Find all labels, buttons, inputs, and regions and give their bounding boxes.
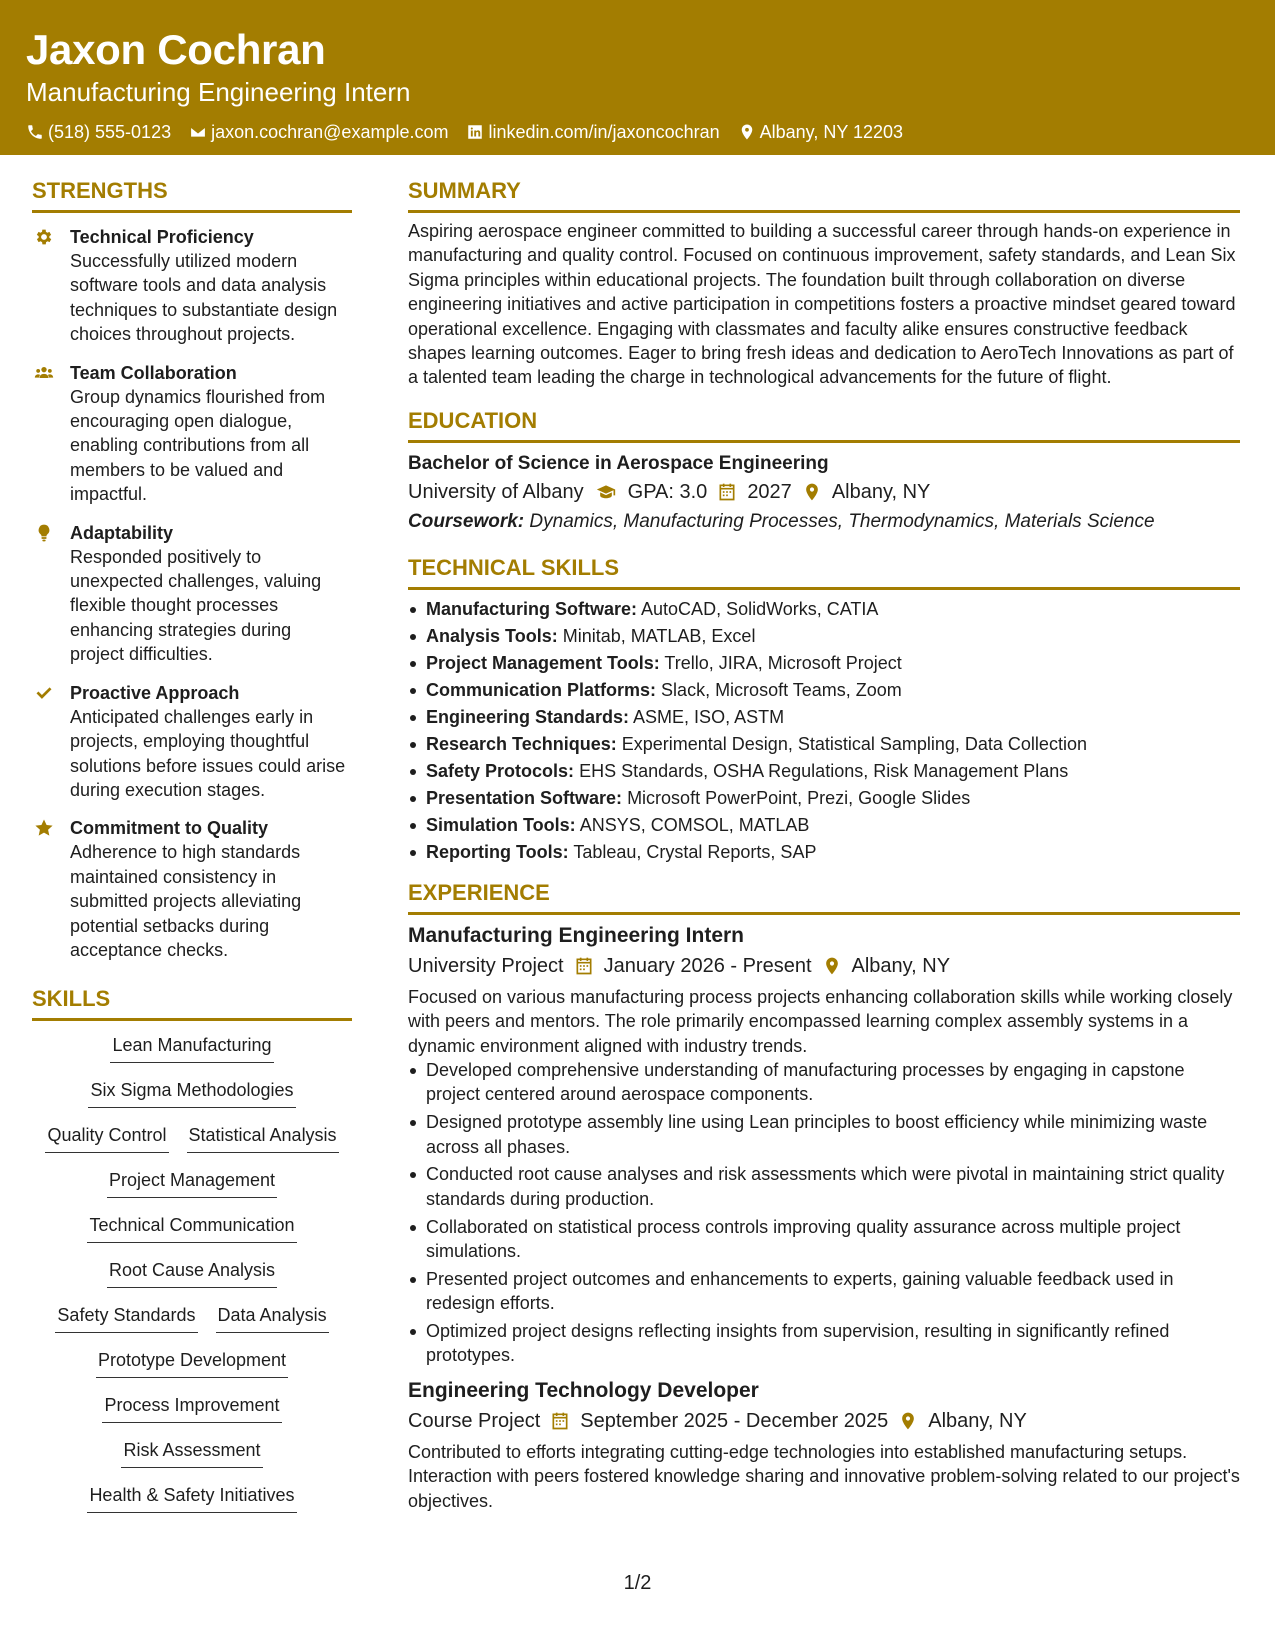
skill-tag: Prototype Development <box>96 1348 288 1378</box>
education-meta <box>408 477 1240 507</box>
tech-skill-label: Communication Platforms: <box>426 679 657 700</box>
contact-phone[interactable] <box>26 120 171 144</box>
page-number: 1/2 <box>623 1572 652 1594</box>
job-dates: January 2026 - Present <box>603 954 812 977</box>
list-item: Developed comprehensive understanding of manufacturing processes by engaging in capstone project centered around aerospace components. <box>408 1058 1240 1107</box>
job-meta <box>408 951 1240 981</box>
job-dates: September 2025 - December 2025 <box>580 1409 889 1432</box>
list-item <box>408 786 1240 810</box>
job-location: Albany, NY <box>851 954 951 977</box>
strength-title: Commitment to Quality <box>70 818 269 839</box>
skill-tag: Project Management <box>107 1168 277 1198</box>
job-bullets <box>408 1058 1240 1368</box>
summary-text: Aspiring aerospace engineer committed to building a successful career through hands-on experience in manufacturing and quality control. Focused on continuous improvement, safety standards, and Lean Six Sigma principles within educational projects. The foundation built through collaboration on diverse engineering initiatives and active participation in competitions fosters a proactive mindset geared toward operational excellence. Engaging with classmates and faculty alike ensures constructive feedback shapes learning outcomes. Eager to bring fresh ideas and dedication to AeroTech Innovations as part of a talented team leading the charge in technological advancements for the future of flight. <box>408 221 1236 388</box>
job-title: Engineering Technology Developer <box>408 1378 759 1402</box>
tech-skill-label: Manufacturing Software: <box>426 598 638 619</box>
contact-phone-text: (518) 555-0123 <box>48 122 172 142</box>
tech-skill-label: Research Techniques: <box>426 733 617 754</box>
strength-item <box>32 225 352 347</box>
map-pin-icon <box>738 123 756 141</box>
education-location: Albany, NY <box>831 480 931 503</box>
strengths-list <box>32 225 352 962</box>
strength-item <box>32 361 352 507</box>
envelope-icon <box>189 123 207 141</box>
list-item <box>408 678 1240 702</box>
list-item <box>408 624 1240 648</box>
tech-skill-value: ANSYS, COMSOL, MATLAB <box>579 814 810 835</box>
calendar-icon <box>717 482 737 502</box>
tech-skill-value: Tableau, Crystal Reports, SAP <box>573 841 817 862</box>
degree: Bachelor of Science in Aerospace Engineering <box>408 452 829 474</box>
skill-tag: Quality Control <box>45 1123 168 1153</box>
tech-skill-value: Slack, Microsoft Teams, Zoom <box>661 679 902 700</box>
skill-tag: Process Improvement <box>102 1393 281 1423</box>
left-column <box>32 176 352 1528</box>
list-item: Designed prototype assembly line using Lean principles to boost efficiency while minimizing waste across all phases. <box>408 1110 1240 1159</box>
technical-skills-heading: TECHNICAL SKILLS <box>408 553 1240 590</box>
tech-skill-value: Trello, JIRA, Microsoft Project <box>664 652 902 673</box>
education-heading: EDUCATION <box>408 406 1240 443</box>
list-item <box>408 651 1240 675</box>
tech-skill-label: Simulation Tools: <box>426 814 576 835</box>
skill-tag: Root Cause Analysis <box>107 1258 277 1288</box>
strength-title: Adaptability <box>70 522 174 543</box>
list-item: Collaborated on statistical process controls improving quality assurance across multiple project simulations. <box>408 1215 1240 1264</box>
star-icon <box>34 818 54 838</box>
skills-section <box>32 984 352 1528</box>
tech-skill-label: Analysis Tools: <box>426 625 558 646</box>
right-column <box>408 176 1240 1513</box>
list-item <box>408 813 1240 837</box>
lightbulb-icon <box>34 523 54 543</box>
users-icon <box>34 363 54 383</box>
candidate-name: Jaxon Cochran <box>26 26 326 73</box>
contact-email-text: jaxon.cochran@example.com <box>211 122 449 142</box>
map-pin-icon <box>802 482 822 502</box>
calendar-icon <box>550 1411 570 1431</box>
list-item <box>408 597 1240 621</box>
tech-skill-value: Microsoft PowerPoint, Prezi, Google Slides <box>627 787 971 808</box>
skill-tag: Six Sigma Methodologies <box>88 1078 295 1108</box>
coursework-label: Coursework: <box>408 510 525 532</box>
experience-heading: EXPERIENCE <box>408 878 1240 915</box>
tech-skill-value: ASME, ISO, ASTM <box>633 706 785 727</box>
technical-skills-list <box>408 597 1240 864</box>
strength-desc: Responded positively to unexpected challenges, valuing flexible thought processes enhancing strategies during project difficulties. <box>70 546 322 665</box>
contact-email[interactable] <box>189 120 448 144</box>
strength-desc: Adherence to high standards maintained consistency in submitted projects alleviating potential setbacks during acceptance checks. <box>70 842 302 960</box>
summary-heading: SUMMARY <box>408 176 1240 213</box>
contact-linkedin-text: linkedin.com/in/jaxoncochran <box>488 122 720 142</box>
resume-header <box>0 0 1275 155</box>
coursework-list: Dynamics, Manufacturing Processes, Thermodynamics, Materials Science <box>529 510 1155 532</box>
list-item: Optimized project designs reflecting insights from supervision, resulting in significantly refined prototypes. <box>408 1319 1240 1368</box>
skill-tag: Risk Assessment <box>121 1438 262 1468</box>
tech-skill-value: EHS Standards, OSHA Regulations, Risk Management Plans <box>579 760 1069 781</box>
contact-location-text: Albany, NY 12203 <box>759 122 904 142</box>
tech-skill-value: Experimental Design, Statistical Sampling, Data Collection <box>621 733 1087 754</box>
list-item <box>408 759 1240 783</box>
contact-bar <box>26 120 1249 144</box>
coursework <box>408 507 1240 537</box>
strength-title: Proactive Approach <box>70 682 240 703</box>
strength-item <box>32 521 352 667</box>
job-description: Contributed to efforts integrating cutting-edge technologies into established manufacturing setups. Interaction with peers fostered knowledge sharing and innovative problem-solving related to our project's objectives. <box>408 1441 1240 1511</box>
skill-tag: Statistical Analysis <box>187 1123 339 1153</box>
skill-tag: Technical Communication <box>87 1213 296 1243</box>
skill-tag: Lean Manufacturing <box>110 1033 273 1063</box>
map-pin-icon <box>898 1411 918 1431</box>
job-meta <box>408 1406 1240 1436</box>
tech-skill-label: Reporting Tools: <box>426 841 569 862</box>
job-description: Focused on various manufacturing process projects enhancing collaboration skills while working closely with peers and mentors. The role primarily encompassed learning complex assembly systems in a dynamic environment aligned with industry trends. <box>408 986 1233 1056</box>
school-name: University of Albany <box>408 480 584 503</box>
graduation-year: 2027 <box>747 480 792 503</box>
list-item <box>408 840 1240 864</box>
map-pin-icon <box>822 956 842 976</box>
strength-title: Technical Proficiency <box>70 227 254 247</box>
tech-skill-label: Safety Protocols: <box>426 760 575 781</box>
skills-grid <box>32 1033 352 1528</box>
contact-linkedin[interactable] <box>466 120 719 144</box>
job-org: University Project <box>408 954 564 977</box>
strength-desc: Anticipated challenges early in projects, employing thoughtful solutions before issues could arise during execution stages. <box>70 706 346 800</box>
list-item: Conducted root cause analyses and risk assessments which were pivotal in maintaining strict quality standards during production. <box>408 1162 1240 1211</box>
skill-tag: Safety Standards <box>55 1303 197 1333</box>
skill-tag: Data Analysis <box>216 1303 329 1333</box>
job-org: Course Project <box>408 1409 541 1432</box>
job-location: Albany, NY <box>928 1409 1027 1432</box>
tech-skill-label: Project Management Tools: <box>426 652 660 673</box>
contact-location <box>738 120 903 144</box>
tech-skill-label: Presentation Software: <box>426 787 623 808</box>
strength-desc: Group dynamics flourished from encouraging open dialogue, enabling contributions from all members to be valued and impactful. <box>70 386 326 505</box>
strength-item <box>32 681 352 803</box>
strength-desc: Successfully utilized modern software tools and data analysis techniques to substantiate design choices throughout projects. <box>70 251 338 345</box>
skills-heading: SKILLS <box>32 984 352 1021</box>
graduation-cap-icon <box>594 482 618 502</box>
tech-skill-value: AutoCAD, SolidWorks, CATIA <box>641 598 879 619</box>
strength-title: Team Collaboration <box>70 362 237 383</box>
gpa: GPA: 3.0 <box>627 480 708 503</box>
job-entry <box>408 921 1240 1368</box>
check-icon <box>34 683 54 703</box>
list-item <box>408 732 1240 756</box>
tech-skill-value: Minitab, MATLAB, Excel <box>562 625 756 646</box>
strengths-heading: STRENGTHS <box>32 176 352 213</box>
list-item: Presented project outcomes and enhancements to experts, gaining valuable feedback used in redesign efforts. <box>408 1267 1240 1316</box>
tech-skill-label: Engineering Standards: <box>426 706 630 727</box>
strength-item <box>32 816 352 962</box>
list-item <box>408 705 1240 729</box>
job-title: Manufacturing Engineering Intern <box>408 923 745 947</box>
phone-icon <box>26 123 44 141</box>
gear-icon <box>34 227 54 247</box>
linkedin-icon <box>466 123 484 141</box>
skill-tag: Health & Safety Initiatives <box>87 1483 296 1513</box>
candidate-role: Manufacturing Engineering Intern <box>26 77 411 107</box>
job-entry <box>408 1376 1240 1513</box>
calendar-icon <box>574 956 594 976</box>
